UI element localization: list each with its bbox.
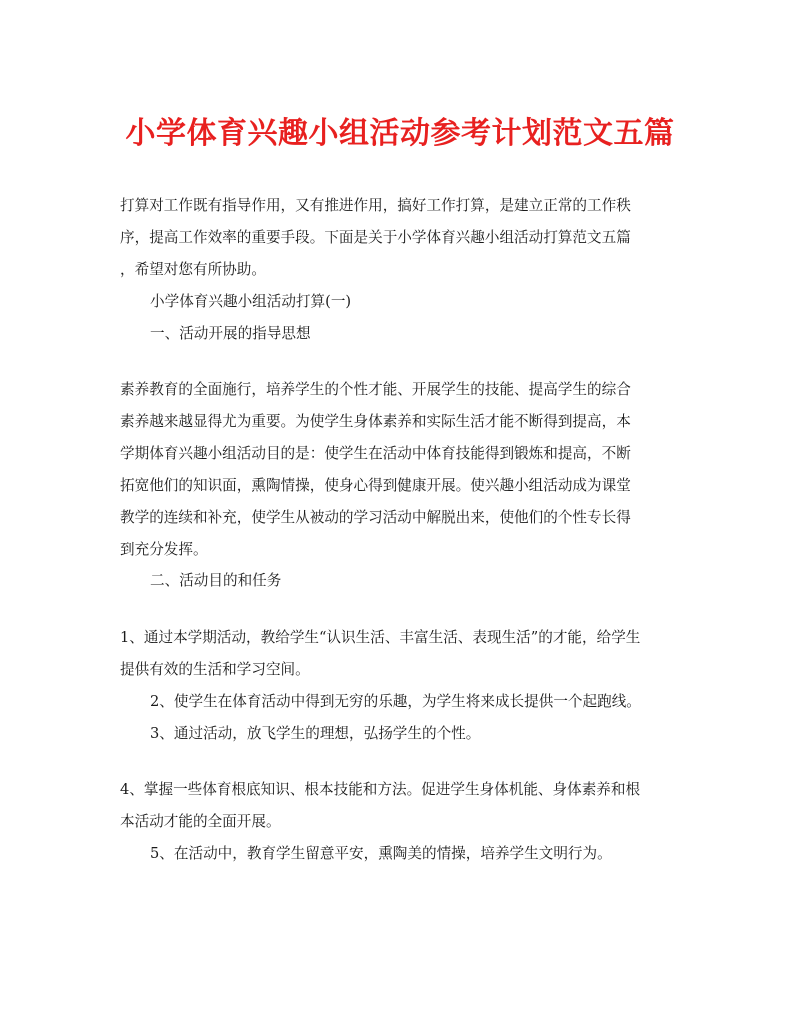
intro-line-3: ，希望对您有所协助。	[120, 261, 266, 278]
goal-4-line-2: 本活动才能的全面开展。	[120, 813, 281, 830]
goal-2: 2、使学生在体育活动中得到无穷的乐趣，为学生将来成长提供一个起跑线。	[150, 693, 641, 710]
paragraph-line-5: 教学的连续和补充，使学生从被动的学习活动中解脱出来，使他们的个性专长得	[120, 509, 631, 526]
paragraph-line-2: 素养越来越显得尤为重要。为使学生身体素养和实际生活才能不断得到提高，本	[120, 413, 631, 430]
paragraph-line-1: 素养教育的全面施行，培养学生的个性才能、开展学生的技能、提高学生的综合	[120, 381, 631, 398]
paragraph-line-6: 到充分发挥。	[120, 541, 208, 558]
document-title: 小学体育兴趣小组活动参考计划范文五篇	[125, 116, 675, 151]
section-heading-goals: 二、活动目的和任务	[150, 572, 282, 589]
section-heading-plan-one: 小学体育兴趣小组活动打算(一)	[150, 293, 352, 310]
paragraph-line-4: 拓宽他们的知识面，熏陶情操，使身心得到健康开展。使兴趣小组活动成为课堂	[120, 477, 631, 494]
intro-line-2: 序，提高工作效率的重要手段。下面是关于小学体育兴趣小组活动打算范文五篇	[120, 229, 631, 246]
goal-1-line-1: 1、通过本学期活动，教给学生“认识生活、丰富生活、表现生活”的才能，给学生	[120, 629, 641, 646]
section-heading-guiding-thought: 一、活动开展的指导思想	[150, 325, 311, 342]
goal-1-line-2: 提供有效的生活和学习空间。	[120, 661, 310, 678]
goal-3: 3、通过活动，放飞学生的理想，弘扬学生的个性。	[150, 725, 481, 742]
intro-line-1: 打算对工作既有指导作用，又有推进作用，搞好工作打算，是建立正常的工作秩	[120, 197, 631, 214]
goal-5: 5、在活动中，教育学生留意平安，熏陶美的情操，培养学生文明行为。	[150, 845, 612, 862]
paragraph-line-3: 学期体育兴趣小组活动目的是：使学生在活动中体育技能得到锻炼和提高，不断	[120, 445, 631, 462]
goal-4-line-1: 4、掌握一些体育根底知识、根本技能和方法。促进学生身体机能、身体素养和根	[120, 781, 641, 798]
